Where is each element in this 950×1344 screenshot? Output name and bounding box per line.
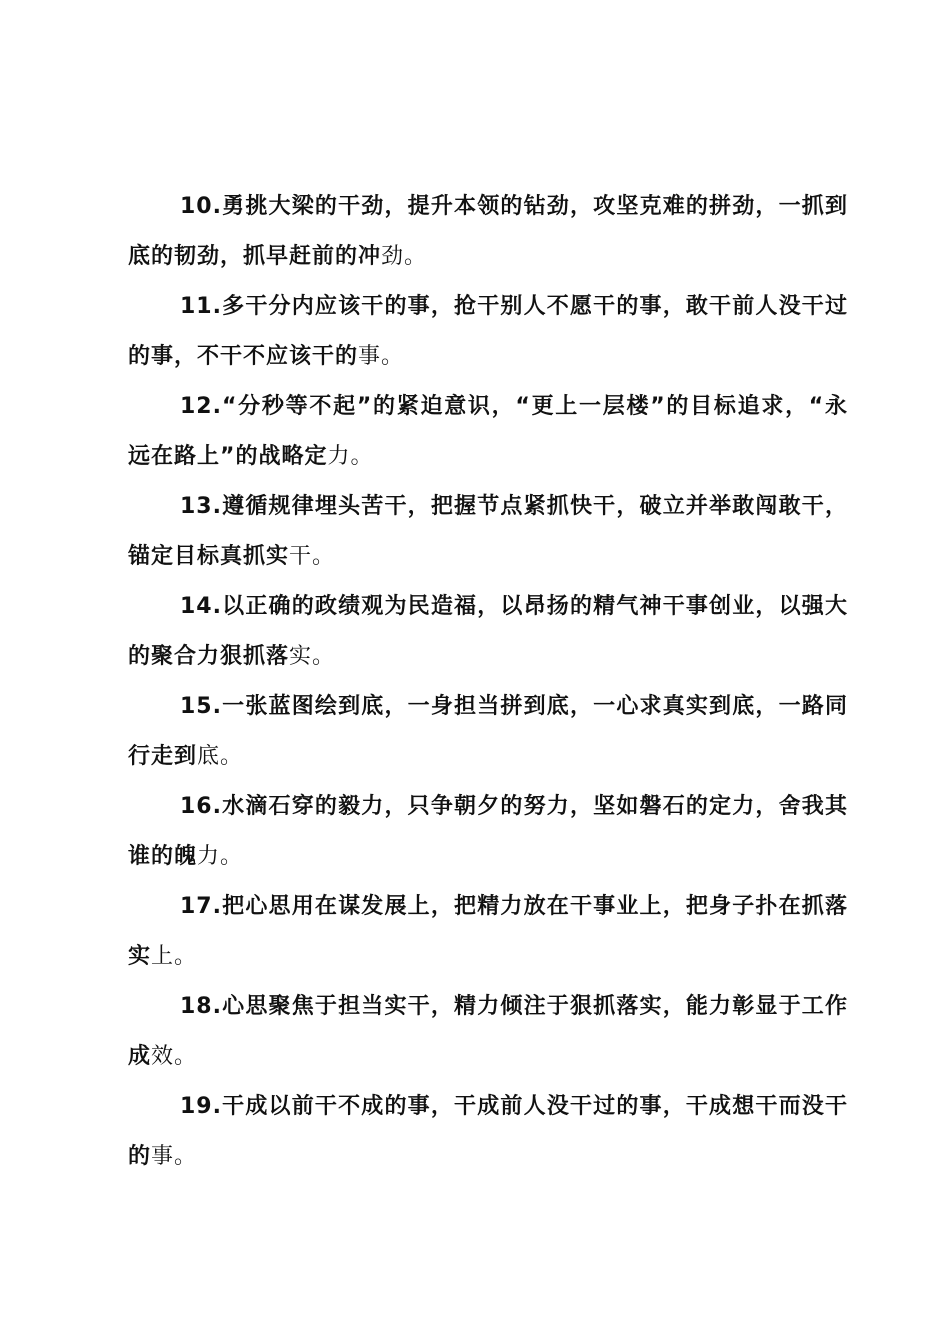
paragraph-text: 15.一张蓝图绘到底，一身担当拼到底，一心求真实到底，一路同行走到 — [128, 694, 848, 769]
paragraph-text: 12.“分秒等不起”的紧迫意识，“更上一层楼”的目标追求，“永远在路上”的战略定 — [128, 394, 848, 469]
paragraph-tail: 事。 — [151, 1144, 198, 1169]
paragraph-tail: 事。 — [358, 344, 405, 369]
paragraph-text: 13.遵循规律埋头苦干，把握节点紧抓快干，破立并举敢闯敢干，锚定目标真抓实 — [128, 494, 848, 569]
paragraph-tail: 力。 — [197, 844, 244, 869]
paragraph-11 — [128, 282, 848, 382]
paragraph-10 — [128, 182, 848, 282]
paragraph-text: 11.多干分内应该干的事，抢干别人不愿干的事，敢干前人没干过的事，不干不应该干的 — [128, 294, 848, 369]
paragraph-text: 10.勇挑大梁的干劲，提升本领的钻劲，攻坚克难的拼劲，一抓到底的韧劲，抓早赶前的冲 — [128, 194, 848, 269]
paragraph-13 — [128, 482, 848, 582]
paragraph-18 — [128, 982, 848, 1082]
paragraph-tail: 干。 — [289, 544, 336, 569]
paragraph-tail: 实。 — [289, 644, 336, 669]
paragraph-tail: 底。 — [197, 744, 244, 769]
paragraph-17 — [128, 882, 848, 982]
paragraph-15 — [128, 682, 848, 782]
paragraph-tail: 上。 — [151, 944, 198, 969]
paragraph-text: 18.心思聚焦于担当实干，精力倾注于狠抓落实，能力彰显于工作成 — [128, 994, 848, 1069]
paragraph-text: 17.把心思用在谋发展上，把精力放在干事业上，把身子扑在抓落实 — [128, 894, 848, 969]
paragraph-12 — [128, 382, 848, 482]
paragraph-tail: 效。 — [151, 1044, 198, 1069]
paragraph-tail: 劲。 — [381, 244, 428, 269]
paragraph-19 — [128, 1082, 848, 1182]
paragraph-text: 19.干成以前干不成的事，干成前人没干过的事，干成想干而没干的 — [128, 1094, 848, 1169]
paragraph-text: 16.水滴石穿的毅力，只争朝夕的努力，坚如磐石的定力，舍我其谁的魄 — [128, 794, 848, 869]
document-body — [128, 182, 848, 1182]
paragraph-text: 14.以正确的政绩观为民造福，以昂扬的精气神干事创业，以强大的聚合力狠抓落 — [128, 594, 848, 669]
paragraph-16 — [128, 782, 848, 882]
paragraph-14 — [128, 582, 848, 682]
paragraph-tail: 力。 — [327, 444, 374, 469]
